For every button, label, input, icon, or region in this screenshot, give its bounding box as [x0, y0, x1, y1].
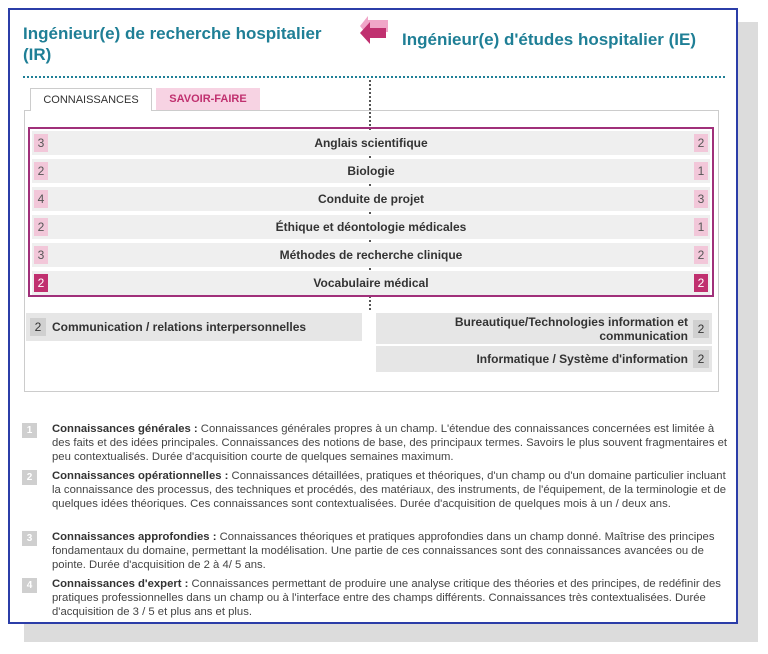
legend-text: Connaissances détaillées, pratiques et théoriques, d'un champ ou d'un domaine particulier incluant la connaissance des processus, des techniques et procédés, des matériaux, des instruments, de l'équipement, de la terminologie et de quelques idées théoriques. Ces connaissances sont contextualisées. Durée d'acquisition de quelques mois à un / deux ans. [52, 470, 727, 510]
common-skills-table [28, 127, 714, 297]
skill-row[interactable] [32, 243, 710, 267]
skill-label: Méthodes de recherche clinique [279, 248, 463, 262]
comparison-card [8, 8, 738, 624]
ir-level: 2 [30, 318, 46, 336]
level-badge: 3 [22, 531, 37, 546]
legend-text: Connaissances générales propres à un champ. L'étendue des connaissances concernées est limitée à des faits et des idées principales. Connaissances des notions de base, des principaux termes. Savoirs le plus souvent fragmentaires et peu contextualisés. Durée d'acquisition courte de quelques semaines maximum. [52, 423, 728, 463]
level-badge: 1 [22, 423, 37, 438]
ie-level: 3 [694, 190, 708, 208]
legend-item [22, 422, 734, 470]
ie-level: 1 [694, 162, 708, 180]
ie-level: 2 [694, 134, 708, 152]
legend-term: Connaissances d'expert : [52, 578, 189, 590]
skill-row-selected[interactable] [32, 271, 710, 295]
legend-text: Connaissances théoriques et pratiques approfondies dans un champ donné. Maîtrise des principes fondamentaux du domaine, permettant la modélisation. Une partie de ces connaissances sont des connaissances avancées ou de pointe. Durée d'acquisition de 2 à 4/ 5 ans. [52, 531, 715, 571]
tab-connaissances[interactable]: CONNAISSANCES [30, 88, 152, 111]
skill-label: Éthique et déontologie médicales [275, 220, 467, 234]
ir-level: 3 [34, 246, 48, 264]
ie-only-skill[interactable] [376, 346, 712, 372]
ir-level: 4 [34, 190, 48, 208]
ir-level: 3 [34, 134, 48, 152]
skill-row[interactable] [32, 187, 710, 211]
ir-level: 2 [34, 162, 48, 180]
skill-label: Conduite de projet [318, 192, 424, 206]
skill-row[interactable] [32, 159, 710, 183]
legend-item [22, 469, 734, 529]
tab-savoir-faire[interactable]: SAVOIR-FAIRE [156, 88, 260, 110]
header-divider [23, 76, 725, 78]
skill-label: Vocabulaire médical [313, 276, 429, 290]
right-job-title[interactable]: Ingénieur(e) d'études hospitalier (IE) [402, 30, 697, 49]
ie-only-skill[interactable] [376, 313, 712, 344]
ie-level: 2 [694, 274, 708, 292]
left-job-title[interactable]: Ingénieur(e) de recherche hospitalier (IR) [23, 24, 322, 64]
skill-row[interactable] [32, 215, 710, 239]
ie-level: 2 [693, 320, 709, 338]
legend-item [22, 577, 734, 623]
legend-text: Connaissances permettant de produire une analyse critique des théories et des principes, de redéfinir des pratiques professionnelles dans un champ ou à l'interface entre des champs différents. Connaissances très contextualisées. Durée d'acquisition de 3 / 5 et plus ans et plus. [52, 578, 721, 618]
skill-label: Communication / relations interpersonnelles [52, 320, 307, 334]
legend-term: Connaissances opérationnelles : [52, 470, 229, 482]
ie-level: 1 [694, 218, 708, 236]
legend-term: Connaissances approfondies : [52, 531, 217, 543]
skill-label: Informatique / Système d'information [476, 352, 688, 366]
skill-label: Bureautique/Technologies information et communication [454, 315, 688, 343]
skill-row[interactable] [32, 131, 710, 155]
swap-arrow-icon[interactable] [356, 16, 390, 50]
legend-term: Connaissances générales : [52, 423, 198, 435]
skill-label: Anglais scientifique [314, 136, 428, 150]
ir-level: 2 [34, 274, 48, 292]
ie-level: 2 [693, 350, 709, 368]
ie-level: 2 [694, 246, 708, 264]
ir-only-skill[interactable] [26, 313, 362, 341]
level-badge: 4 [22, 578, 37, 593]
level-badge: 2 [22, 470, 37, 485]
ir-level: 2 [34, 218, 48, 236]
skill-label: Biologie [347, 164, 395, 178]
legend-item [22, 530, 734, 576]
